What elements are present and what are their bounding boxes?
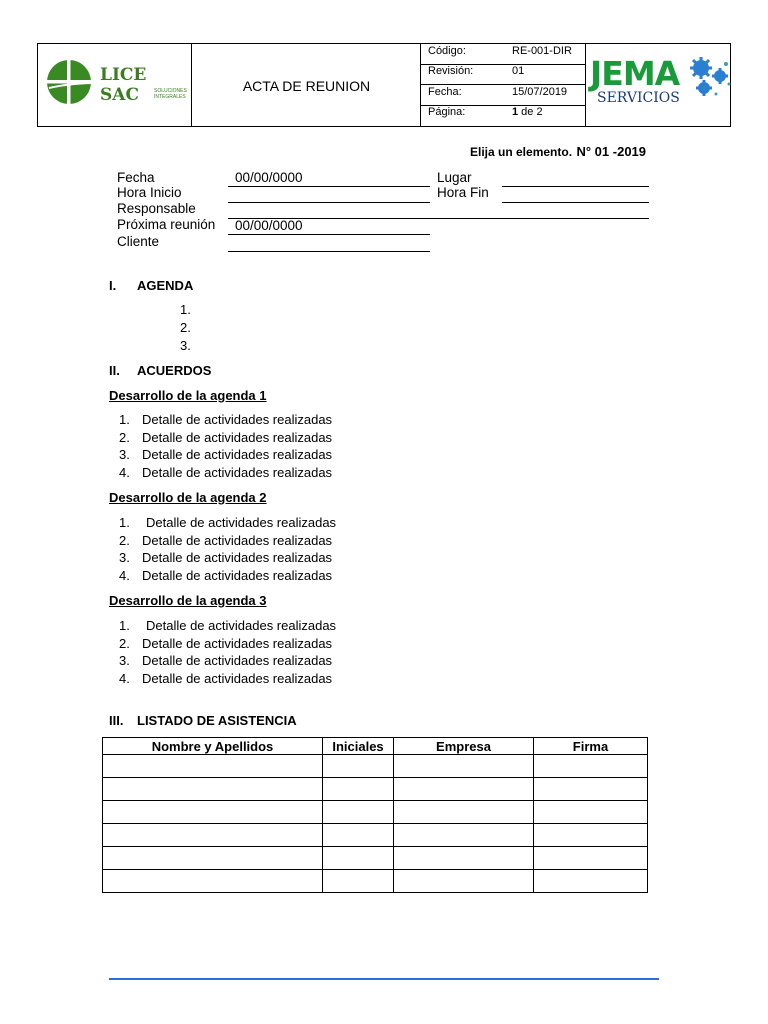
list-item-number: 1. [119, 412, 130, 427]
table-cell[interactable] [103, 847, 323, 870]
list-item-number: 4. [119, 465, 130, 480]
lice-sac-logo-icon [46, 58, 92, 106]
table-row [103, 801, 648, 824]
table-cell[interactable] [103, 755, 323, 778]
table-cell[interactable] [103, 870, 323, 893]
table-row [103, 755, 648, 778]
column-header-iniciales: Iniciales [323, 738, 394, 755]
page-total: de 2 [518, 106, 543, 118]
meta-pagina-value [512, 106, 543, 118]
list-item: Detalle de actividades realizadas [142, 412, 333, 427]
table-cell[interactable] [394, 847, 534, 870]
list-item-number: 2. [119, 533, 130, 548]
acuerdos-numeral: II. [109, 363, 120, 378]
asistencia-heading: LISTADO DE ASISTENCIA [137, 713, 297, 728]
jema-logo-text: JEMA [590, 54, 680, 93]
list-item-number: 4. [119, 671, 130, 686]
table-cell[interactable] [394, 778, 534, 801]
attendance-table [102, 737, 648, 893]
footer-divider [109, 978, 659, 980]
proxima-reunion-line [228, 234, 430, 235]
hora-fin-line[interactable] [502, 202, 649, 203]
list-item: Detalle de actividades realizadas [142, 653, 333, 668]
list-item: Detalle de actividades realizadas [142, 636, 333, 651]
list-item-number: 3. [119, 447, 130, 462]
agenda-numeral: I. [109, 278, 117, 293]
meta-fecha-value: 15/07/2019 [512, 86, 568, 98]
list-item: Detalle de actividades realizadas [142, 550, 333, 565]
table-cell[interactable] [394, 755, 534, 778]
agenda-2-heading: Desarrollo de la agenda 2 [109, 490, 267, 505]
agenda-heading: AGENDA [137, 278, 194, 293]
list-item: Detalle de actividades realizadas [146, 618, 337, 633]
list-item: Detalle de actividades realizadas [142, 465, 333, 480]
table-cell[interactable] [103, 801, 323, 824]
column-header-empresa: Empresa [394, 738, 534, 755]
page-number: 1 [512, 106, 519, 118]
lice-sac-logo [46, 58, 186, 108]
table-cell[interactable] [323, 870, 394, 893]
table-row [103, 847, 648, 870]
table-row [103, 824, 648, 847]
table-cell[interactable] [323, 824, 394, 847]
table-cell[interactable] [323, 778, 394, 801]
list-item-number: 2. [119, 636, 130, 651]
table-cell[interactable] [534, 847, 648, 870]
meta-fecha-label: Fecha: [428, 86, 462, 98]
agenda-item: 3. [180, 338, 191, 353]
document-title: ACTA DE REUNION [242, 78, 371, 94]
servicios-logo-text: SERVICIOS [597, 90, 680, 106]
lice-sac-logo-subtext: SOLUCIONES INTEGRALES [154, 88, 187, 100]
table-cell[interactable] [323, 847, 394, 870]
list-item: Detalle de actividades realizadas [142, 568, 333, 583]
list-item-number: 3. [119, 653, 130, 668]
lugar-label: Lugar [437, 170, 472, 185]
agenda-3-heading: Desarrollo de la agenda 3 [109, 593, 267, 608]
lice-sac-logo-text: LICE SAC [100, 65, 147, 105]
agenda-item: 1. [180, 302, 191, 317]
list-item-number: 2. [119, 430, 130, 445]
list-item-number: 4. [119, 568, 130, 583]
document-header [37, 43, 731, 127]
list-item: Detalle de actividades realizadas [146, 515, 337, 530]
asistencia-numeral: III. [109, 713, 124, 728]
list-item-number: 1. [119, 618, 130, 633]
list-item: Detalle de actividades realizadas [142, 671, 333, 686]
jema-servicios-logo [588, 50, 730, 122]
fecha-line [228, 186, 430, 187]
table-cell[interactable] [534, 870, 648, 893]
table-cell[interactable] [103, 778, 323, 801]
cliente-label: Cliente [117, 234, 160, 249]
fecha-label: Fecha [117, 170, 155, 185]
lugar-line[interactable] [502, 186, 649, 187]
gears-icon [686, 54, 732, 100]
attendance-header-row [103, 738, 648, 755]
document-number [470, 143, 646, 161]
meta-pagina-label: Página: [428, 106, 466, 118]
proxima-reunion-label: Próxima reunión [117, 217, 216, 232]
acuerdos-heading: ACUERDOS [137, 363, 212, 378]
list-item: Detalle de actividades realizadas [142, 447, 333, 462]
table-cell[interactable] [534, 824, 648, 847]
responsable-label: Responsable [117, 201, 196, 216]
fecha-value[interactable]: 00/00/0000 [235, 170, 303, 185]
column-header-nombre: Nombre y Apellidos [103, 738, 323, 755]
meta-revision-label: Revisión: [428, 65, 474, 77]
table-cell[interactable] [534, 801, 648, 824]
document-number-placeholder[interactable]: Elija un elemento. [470, 145, 573, 159]
table-row [103, 778, 648, 801]
table-row [103, 870, 648, 893]
table-cell[interactable] [103, 824, 323, 847]
table-cell[interactable] [534, 778, 648, 801]
agenda-item: 2. [180, 320, 191, 335]
table-cell[interactable] [394, 801, 534, 824]
agenda-1-heading: Desarrollo de la agenda 1 [109, 388, 267, 403]
meta-revision-value: 01 [512, 65, 525, 77]
list-item: Detalle de actividades realizadas [142, 533, 333, 548]
table-cell[interactable] [394, 824, 534, 847]
hora-inicio-label: Hora Inicio [117, 185, 182, 200]
list-item-number: 3. [119, 550, 130, 565]
list-item-number: 1. [119, 515, 130, 530]
cliente-line[interactable] [228, 251, 430, 252]
hora-fin-label: Hora Fin [437, 185, 489, 200]
proxima-reunion-value[interactable]: 00/00/0000 [235, 218, 303, 233]
document-number-value: N° 01 -2019 [576, 144, 647, 159]
meta-codigo-label: Código: [428, 45, 466, 57]
table-cell[interactable] [323, 755, 394, 778]
list-item: Detalle de actividades realizadas [142, 430, 333, 445]
table-cell[interactable] [394, 870, 534, 893]
hora-inicio-line[interactable] [228, 202, 430, 203]
meta-codigo-value: RE-001-DIR [512, 45, 572, 57]
table-cell[interactable] [323, 801, 394, 824]
column-header-firma: Firma [534, 738, 648, 755]
table-cell[interactable] [534, 755, 648, 778]
